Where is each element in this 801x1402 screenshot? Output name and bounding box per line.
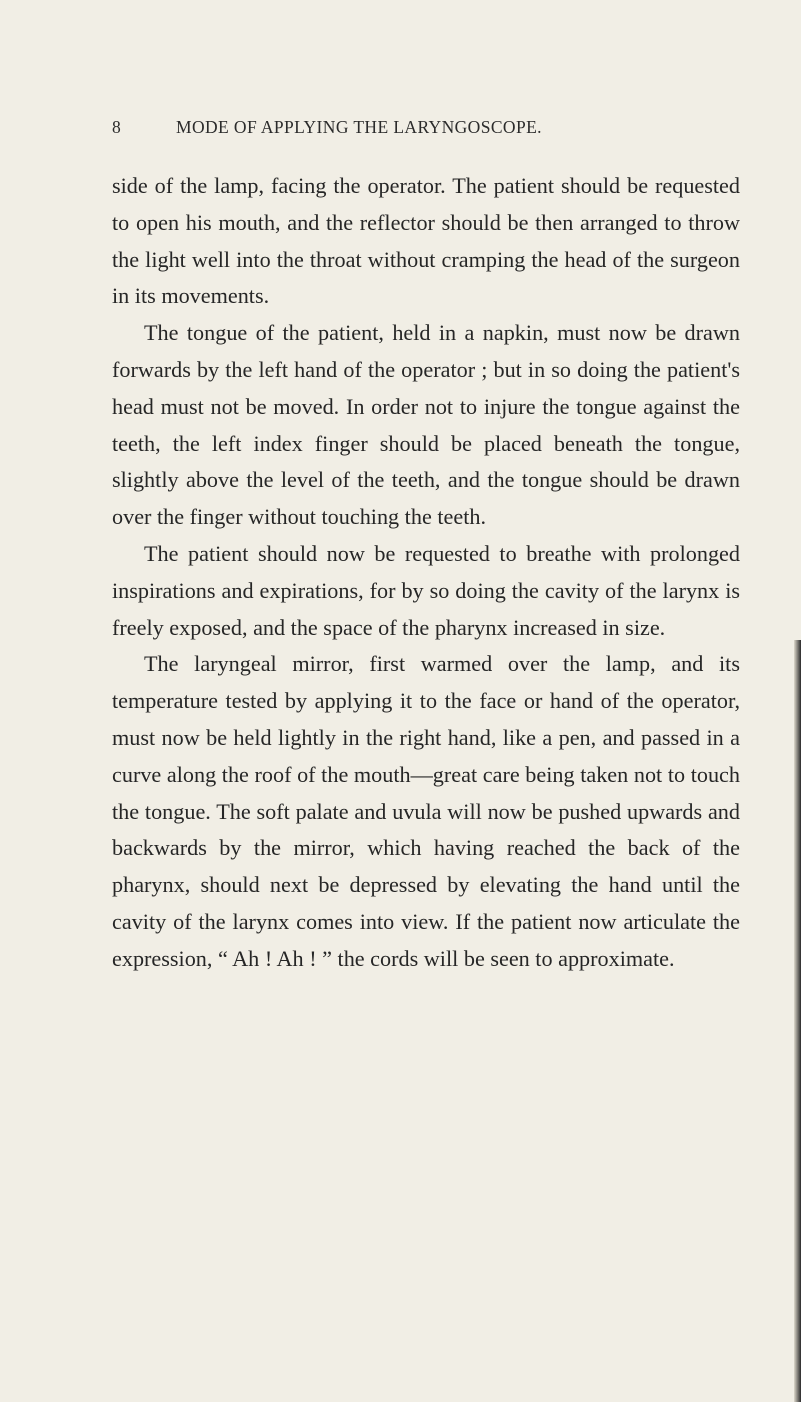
page-number: 8 [112,117,122,137]
page-edge-shadow [794,640,801,1402]
paragraph-4: The laryngeal mirror, first warmed over the lamp, and its temperature tested by applying it to the face or hand of the operator, must now be held lightly in the right hand, like a pen, and passed in a curve along the roof of the mouth—great care being taken not to touch the tongue. The soft palate and uvula will now be pushed upwards and backwards by the mirror, which having reached the back of the pharynx, should next be depressed by elevating the hand until the cavity of the larynx comes into view. If the patient now articulate the expression, “ Ah ! Ah ! ” the cords will be seen to approximate. [112,651,740,971]
paragraph-2: The tongue of the patient, held in a napkin, must now be drawn forwards by the left hand of the operator ; but in so doing the patient's head must not be moved. In order not to injure the tongue against the teeth, the left index finger should be placed beneath the tongue, slightly above the level of the teeth, and the tongue should be drawn over the finger without touching the teeth. [112,320,740,530]
paragraph-1: side of the lamp, facing the operator. The patient should be requested to open his mouth, and the reflector should be then arranged to throw the light well into the throat without cramping the head of the surgeon in its movements. [112,173,740,309]
paragraph-3: The patient should now be requested to breathe with prolonged inspirations and expirations, for by so doing the cavity of the larynx is freely exposed, and the space of the pharynx increased in size. [112,540,740,640]
running-title: MODE OF APPLYING THE LARYNGOSCOPE. [176,117,542,137]
page-header [112,117,712,138]
body-text [112,168,740,978]
